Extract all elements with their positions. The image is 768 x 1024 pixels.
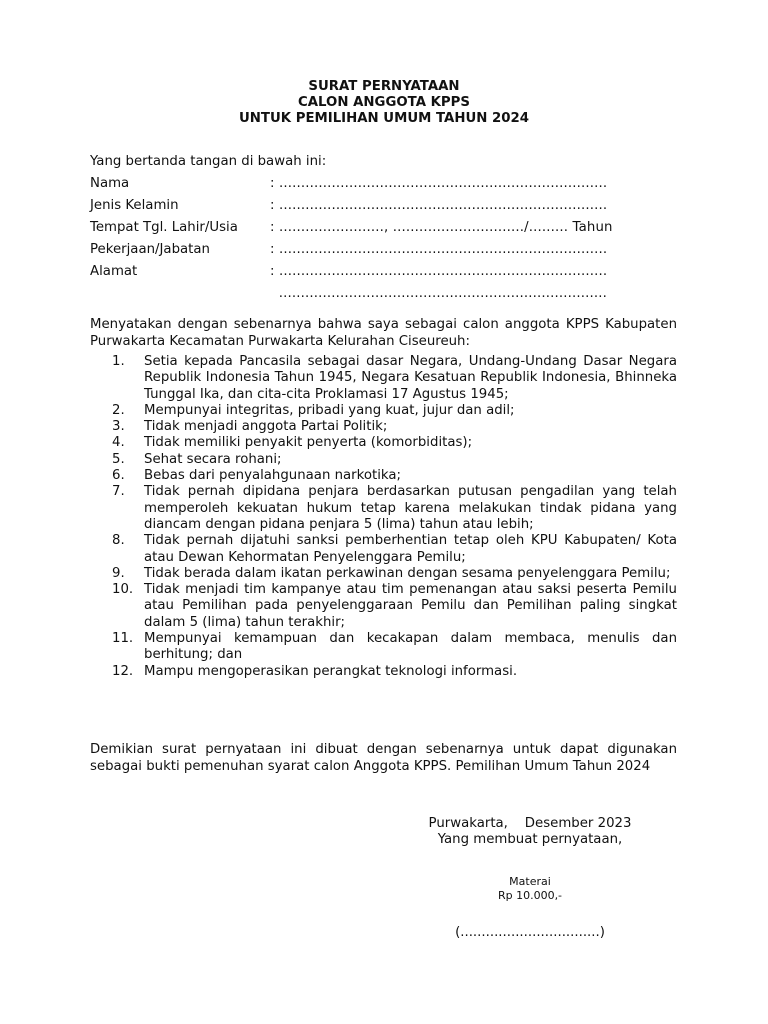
item-text: Tidak menjadi tim kampanye atau tim pemenangan atau saksi peserta Pemilu atau Pemilihan pada penyelenggaraan Pemilu dan Pemilihan paling singkat dalam 5 (lima) tahun terakhir; — [144, 582, 677, 630]
field-value: : ........................................................................... — [270, 264, 608, 279]
item-text: Tidak berada dalam ikatan perkawinan dengan sesama penyelenggara Pemilu; — [144, 565, 671, 581]
list-item — [90, 631, 677, 664]
list-item — [90, 566, 677, 582]
item-text: Mampu mengoperasikan perangkat teknologi informasi. — [144, 663, 518, 679]
item-text: Tidak memiliki penyakit penyerta (komorbiditas); — [144, 435, 473, 451]
item-number: 12. — [112, 663, 134, 679]
stamp-label: Materai — [509, 875, 551, 888]
list-item — [90, 452, 677, 468]
item-text: Sehat secara rohani; — [144, 451, 282, 467]
item-number: 5. — [112, 451, 125, 467]
item-number: 8. — [112, 533, 125, 549]
item-number: 6. — [112, 468, 125, 484]
requirements-list — [90, 354, 677, 680]
field-label: Jenis Kelamin — [90, 198, 179, 213]
list-item — [90, 582, 677, 631]
statement-paragraph: Menyatakan dengan sebenarnya bahwa saya sebagai calon anggota KPPS Kabupaten Purwakarta Kecamatan Purwakarta Kelurahan Ciseureuh: — [90, 317, 677, 349]
item-text: Tidak pernah dipidana penjara berdasarkan putusan pengadilan yang telah memperoleh kekuatan hukum tetap karena melakukan tindak pidana yang diancam dengan pidana penjara 5 (lima) tahun atau lebih; — [144, 484, 677, 532]
field-value: : ........................................................................... — [270, 242, 608, 257]
list-item — [90, 354, 677, 403]
field-value: : ........................, ............................../......... Tahun — [270, 220, 613, 235]
item-text: Setia kepada Pancasila sebagai dasar Negara, Undang-Undang Dasar Negara Republik Indonesia Tahun 1945, Negara Kesatuan Republik Indonesia, Bhinneka Tunggal Ika, dan cita-cita Proklamasi 17 Agustus 1945; — [144, 354, 677, 402]
list-item — [90, 484, 677, 533]
signature-place-date: Purwakarta, Desember 2023 — [428, 816, 632, 831]
list-item — [90, 435, 677, 451]
document-title: SURAT PERNYATAAN — [308, 79, 460, 94]
item-text: Mempunyai integritas, pribadi yang kuat, jujur dan adil; — [144, 402, 515, 418]
item-number: 2. — [112, 402, 125, 418]
field-label: Tempat Tgl. Lahir/Usia — [90, 220, 238, 235]
signature-name-line: (.................................) — [455, 925, 605, 940]
item-number: 7. — [112, 484, 125, 500]
item-number: 9. — [112, 565, 125, 581]
list-item — [90, 468, 677, 484]
field-value: : ........................................................................... — [270, 176, 608, 191]
list-item — [90, 664, 677, 680]
intro-text: Yang bertanda tangan di bawah ini: — [90, 154, 327, 169]
list-item — [90, 403, 677, 419]
field-value: ........................................................................... — [270, 286, 608, 301]
field-value: : ........................................................................... — [270, 198, 608, 213]
field-label: Nama — [90, 176, 130, 191]
item-text: Tidak menjadi anggota Partai Politik; — [144, 419, 388, 435]
item-number: 3. — [112, 419, 125, 435]
list-item — [90, 533, 677, 566]
field-label: Pekerjaan/Jabatan — [90, 242, 210, 257]
stamp-value: Rp 10.000,- — [497, 889, 563, 902]
item-text: Tidak pernah dijatuhi sanksi pemberhentian tetap oleh KPU Kabupaten/ Kota atau Dewan Kehormatan Penyelenggara Pemilu; — [144, 533, 677, 565]
item-number: 10. — [112, 582, 134, 598]
item-text: Mempunyai kemampuan dan kecakapan dalam membaca, menulis dan berhitung; dan — [144, 631, 677, 663]
list-item — [90, 419, 677, 435]
item-number: 4. — [112, 435, 125, 451]
document-subtitle-year: UNTUK PEMILIHAN UMUM TAHUN 2024 — [238, 111, 530, 126]
document-subtitle: CALON ANGGOTA KPPS — [298, 95, 470, 110]
item-text: Bebas dari penyalahgunaan narkotika; — [144, 468, 402, 484]
signature-maker: Yang membuat pernyataan, — [437, 832, 623, 847]
item-number: 11. — [112, 631, 134, 647]
field-label: Alamat — [90, 264, 138, 279]
item-number: 1. — [112, 354, 125, 369]
closing-paragraph: Demikian surat pernyataan ini dibuat dengan sebenarnya untuk dapat digunakan sebagai bukti pemenuhan syarat calon Anggota KPPS. Pemilihan Umum Tahun 2024 — [90, 742, 677, 774]
